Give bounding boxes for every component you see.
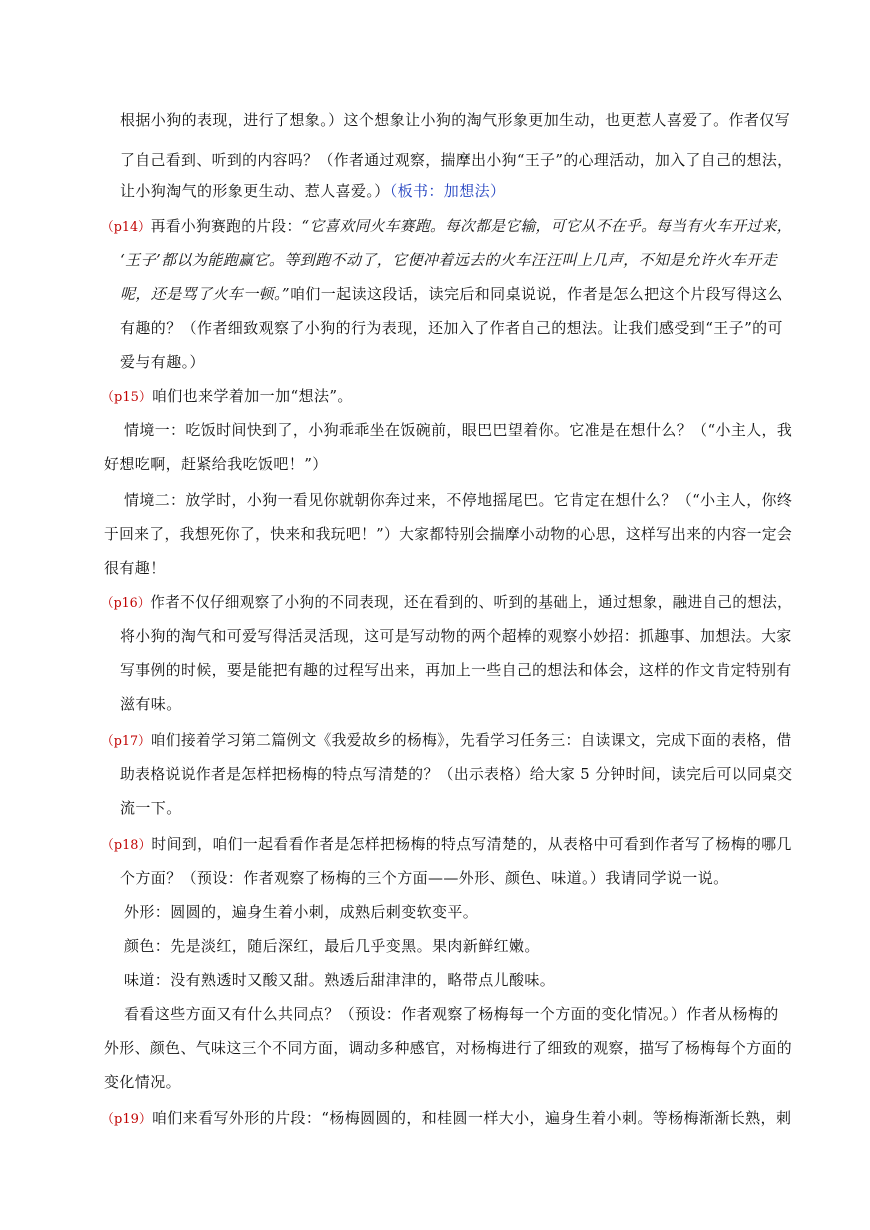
text-span: 作者不仅仔细观察了小狗的不同表现，还在看到的、听到的基础上，通过想象，融进自己的想法， [150,593,793,611]
text-line: 颜色：先是淡红，随后深红，最后几乎变黑。果肉新鲜红嫩。 [124,937,540,955]
slide-marker: （p14） [101,220,151,235]
text-line: 很有趣！ [104,559,166,577]
text-line: 好想吃啊，赶紧给我吃饭吧！”） [104,455,328,473]
text-line: 外形：圆圆的，遍身生着小刺，成熟后刺变软变平。 [124,903,479,921]
paragraph-p15 [101,386,353,406]
text-line: 有趣的？（作者细致观察了小狗的行为表现，还加入了作者自己的想法。让我们感受到“王子”的可 [120,319,783,337]
text-line: 写事例的时候，要是能把有趣的过程写出来，再加上一些自己的想法和体会，这样的作文肯定特别有 [120,661,792,679]
quote-span: 呢，还是骂了火车一顿。” [120,285,290,303]
text-line [120,284,783,304]
text-line: 了自己看到、听到的内容吗？（作者通过观察，揣摩出小狗“王子”的心理活动，加入了自己的想法， [120,151,793,169]
text-span: 咱们来看写外形的片段：“杨梅圆圆的，和桂圆一样大小，遍身生着小刺。等杨梅渐渐长熟，刺 [151,1109,792,1127]
text-span: 让小狗淘气的形象更生动、惹人喜爱。） [120,182,390,200]
slide-marker: （p16） [101,596,151,611]
text-line: 于回来了，我想死你了，快来和我玩吧！”）大家都特别会揣摩小动物的心思，这样写出来的内容一定会 [104,525,793,543]
paragraph-p17 [101,730,792,750]
slide-marker: （p18） [101,838,152,853]
paragraph-p14 [101,216,792,236]
text-line: 个方面？（预设：作者观察了杨梅的三个方面——外形、颜色、味道。）我请同学说一说。 [120,869,729,887]
paragraph-p18 [101,834,792,854]
text-line: ‘王子’都以为能跑赢它。等到跑不动了，它便冲着远去的火车汪汪叫上几声，不知是允许火车开走 [120,251,778,269]
text-line: 变化情况。 [104,1073,182,1091]
text-line: 滋有味。 [120,695,182,713]
paragraph-p16 [101,592,792,612]
text-line: 外形、颜色、气味这三个不同方面，调动多种感官，对杨梅进行了细致的观察，描写了杨梅每个方面的 [104,1039,793,1057]
slide-marker: （p15） [101,390,152,405]
text-span: 再看小狗赛跑的片段： [150,217,302,235]
paragraph-p19 [101,1108,791,1128]
text-span: 咱们一起读这段话，读完后和同桌说说，作者是怎么把这个片段写得这么 [289,285,783,303]
slide-marker: （p17） [101,734,151,749]
quote-span: “它喜欢同火车赛跑。每次都是它输，可它从不在乎。每当有火车开过来， [301,217,792,235]
slide-marker: （p19） [101,1112,152,1127]
text-line: 情境二：放学时，小狗一看见你就朝你奔过来，不停地摇尾巴。它肯定在想什么？（“小主人，你终 [124,491,793,509]
text-line: 爱与有趣。） [120,353,205,371]
text-line: 将小狗的淘气和可爱写得活灵活现，这可是写动物的两个超棒的观察小妙招：抓趣事、加想法。大家 [120,627,792,645]
text-line: 味道：没有熟透时又酸又甜。熟透后甜津津的，略带点儿酸味。 [124,971,556,989]
text-line: 流一下。 [120,799,182,817]
text-line: 看看这些方面又有什么共同点？（预设：作者观察了杨梅每一个方面的变化情况。）作者从杨梅的 [124,1005,779,1023]
text-line [120,181,505,201]
text-span: 咱们也来学着加一加“想法”。 [151,387,353,405]
text-span: 时间到，咱们一起看看作者是怎样把杨梅的特点写清楚的，从表格中可看到作者写了杨梅的哪几 [151,835,792,853]
text-line: 助表格说说作者是怎样把杨梅的特点写清楚的？（出示表格）给大家 5 分钟时间，读完后可以同桌交 [120,765,793,783]
text-span: 咱们接着学习第二篇例文《我爱故乡的杨梅》，先看学习任务三：自读课文，完成下面的表格，借 [150,731,792,749]
text-line: 情境一：吃饭时间快到了，小狗乖乖坐在饭碗前，眼巴巴望着你。它准是在想什么？（“小主人，我 [124,421,793,439]
board-note: （板书：加想法） [389,182,506,200]
text-line: 根据小狗的表现，进行了想象。）这个想象让小狗的淘气形象更加生动，也更惹人喜爱了。作者仅写 [120,111,791,129]
